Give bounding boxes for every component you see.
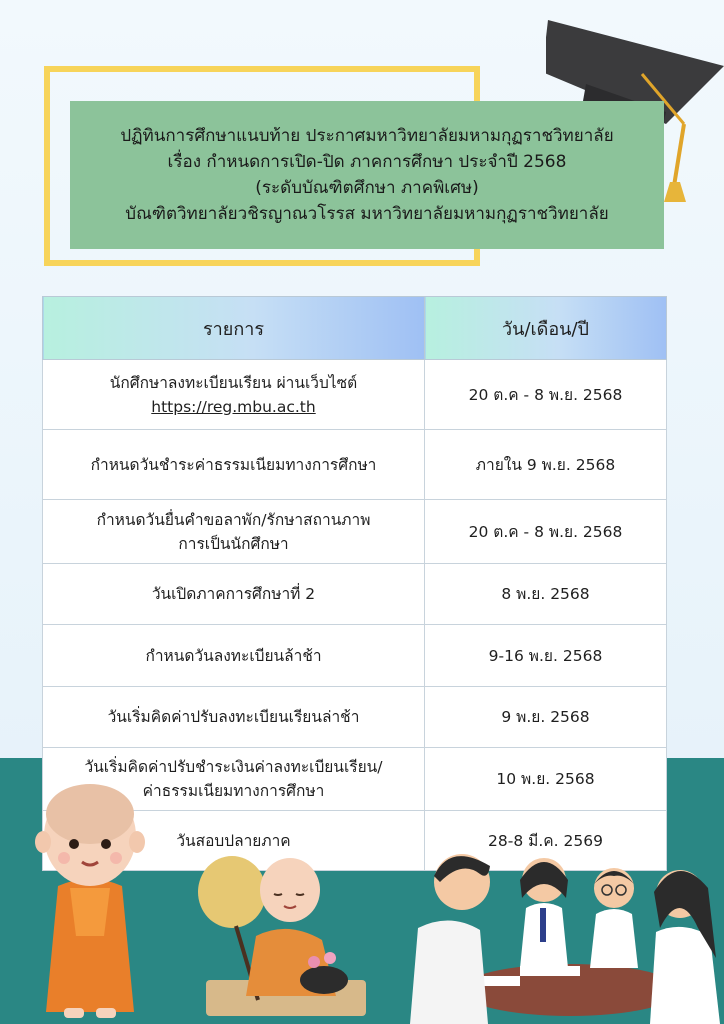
row-date: ภายใน 9 พ.ย. 2568	[425, 430, 667, 500]
students-studying-illustration	[410, 848, 720, 1024]
row-item: กำหนดวันชำระค่าธรรมเนียมทางการศึกษา	[43, 430, 425, 500]
row-date: 28-8 มี.ค. 2569	[425, 811, 667, 871]
title-line-3: (ระดับบัณฑิตศึกษา ภาคพิเศษ)	[255, 178, 479, 198]
row-item	[43, 360, 425, 430]
announcement-title	[70, 101, 664, 249]
header-item: รายการ	[43, 297, 425, 360]
novice-monk-illustration	[30, 776, 150, 1024]
row-date: 20 ต.ค - 8 พ.ย. 2568	[425, 360, 667, 430]
table-row	[43, 564, 667, 625]
title-line-1: ปฏิทินการศึกษาแนบท้าย ประกาศมหาวิทยาลัยมหามกุฏราชวิทยาลัย	[120, 126, 614, 146]
meditating-monk-illustration	[196, 850, 366, 1024]
row-item-text: นักศึกษาลงทะเบียนเรียน ผ่านเว็บไซต์	[109, 373, 358, 392]
table-row	[43, 430, 667, 500]
row-date: 9-16 พ.ย. 2568	[425, 625, 667, 687]
row-date: 9 พ.ย. 2568	[425, 687, 667, 748]
row-item-text-2: การเป็นนักศึกษา	[178, 534, 289, 553]
row-item	[43, 500, 425, 564]
registration-link[interactable]: https://reg.mbu.ac.th	[151, 397, 316, 416]
row-date: 10 พ.ย. 2568	[425, 748, 667, 811]
row-date: 20 ต.ค - 8 พ.ย. 2568	[425, 500, 667, 564]
row-item-text: วันเริ่มคิดค่าปรับชำระเงินค่าลงทะเบียนเรียน/	[84, 758, 383, 776]
title-line-4: บัณฑิตวิทยาลัยวชิรญาณวโรรส มหาวิทยาลัยมหามกุฏราชวิทยาลัย	[125, 204, 609, 224]
row-item: วันสอบปลายภาค	[43, 811, 425, 871]
table-row	[43, 500, 667, 564]
row-item: วันเริ่มคิดค่าปรับลงทะเบียนเรียนล่าช้า	[43, 687, 425, 748]
table-header-row	[43, 297, 667, 360]
header-date: วัน/เดือน/ปี	[425, 297, 667, 360]
row-item: วันเปิดภาคการศึกษาที่ 2	[43, 564, 425, 625]
table-row	[43, 360, 667, 430]
title-line-2: เรื่อง กำหนดการเปิด-ปิด ภาคการศึกษา ประจำปี 2568	[167, 152, 567, 172]
table-row	[43, 687, 667, 748]
table-row	[43, 625, 667, 687]
row-item-text: กำหนดวันยื่นคำขอลาพัก/รักษาสถานภาพ	[96, 510, 371, 529]
row-item-text-2: ค่าธรรมเนียมทางการศึกษา	[142, 782, 325, 800]
row-date: 8 พ.ย. 2568	[425, 564, 667, 625]
row-item: กำหนดวันลงทะเบียนล้าช้า	[43, 625, 425, 687]
